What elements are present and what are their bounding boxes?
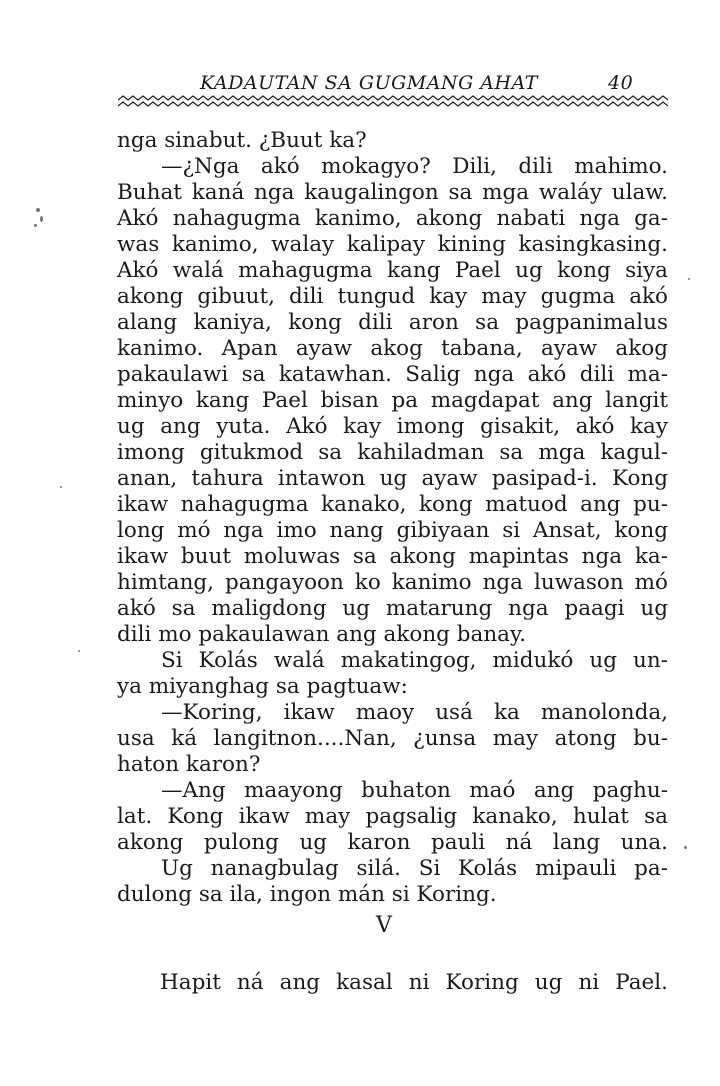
text-line: dili mo pakaulawan ang akong banay. bbox=[117, 622, 527, 647]
body-text bbox=[117, 128, 668, 908]
text-line: usa ká langitnon....Nan, ¿unsa may atong bu- bbox=[117, 726, 668, 751]
text-line: anan, tahura intawon ug ayaw pasipad-i. Kong bbox=[117, 466, 668, 491]
page-number: 40 bbox=[608, 72, 634, 94]
zigzag-ornament-rule bbox=[118, 94, 668, 108]
text-line: akong pulong ug karon pauli ná lang una. bbox=[117, 830, 668, 855]
scan-speck bbox=[60, 486, 62, 488]
text-line: ya miyanghag sa pagtuaw: bbox=[117, 674, 408, 699]
text-line: Si Kolás walá makatingog, midukó ug un- bbox=[161, 648, 668, 673]
scan-speck bbox=[78, 650, 80, 652]
scan-speck bbox=[36, 208, 40, 212]
text-line: ikaw nahagugma kanako, kong matuod ang pu- bbox=[117, 492, 668, 517]
text-line: was kanimo, walay kalipay kining kasingkasing. bbox=[117, 232, 668, 257]
text-line: imong gitukmod sa kahiladman sa mga kagul- bbox=[117, 440, 668, 465]
section-heading: V bbox=[376, 913, 392, 938]
text-line: dulong sa ila, ingon mán si Koring. bbox=[117, 882, 497, 907]
text-line: —Ang maayong buhaton maó ang paghu- bbox=[161, 778, 668, 803]
running-title: KADAUTAN SA GUGMANG AHAT bbox=[200, 72, 538, 94]
scan-speck bbox=[688, 278, 690, 280]
text-line: Buhat kaná nga kaugalingon sa mga waláy ulaw. bbox=[117, 180, 668, 205]
text-line: lat. Kong ikaw may pagsalig kanako, hulat sa bbox=[117, 804, 668, 829]
section-first-line-block bbox=[160, 970, 668, 996]
text-line: kanimo. Apan ayaw akog tabana, ayaw akog bbox=[117, 336, 668, 361]
scan-speck bbox=[684, 846, 687, 849]
text-line: akong gibuut, dili tungud kay may gugma akó bbox=[117, 284, 668, 309]
text-line: nga sinabut. ¿Buut ka? bbox=[117, 128, 367, 153]
text-line: ug ang yuta. Akó kay imong gisakit, akó kay bbox=[117, 414, 668, 439]
text-line: ikaw buut moluwas sa akong mapintas nga ka- bbox=[117, 544, 668, 569]
text-line: haton karon? bbox=[117, 752, 261, 777]
text-line: himtang, pangayoon ko kanimo nga luwason mó bbox=[117, 570, 668, 595]
text-line: minyo kang Pael bisan pa magdapat ang langit bbox=[117, 388, 668, 413]
text-line: Hapit ná ang kasal ni Koring ug ni Pael. bbox=[160, 970, 668, 995]
text-line: —¿Nga akó mokagyo? Dili, dili mahimo. bbox=[161, 154, 668, 179]
text-line: Ug nanagbulag silá. Si Kolás mipauli pa- bbox=[161, 856, 668, 881]
text-line: long mó nga imo nang gibiyaan si Ansat, kong bbox=[117, 518, 668, 543]
running-head bbox=[200, 72, 634, 94]
text-line: —Koring, ikaw maoy usá ka manolonda, bbox=[161, 700, 668, 725]
scan-speck bbox=[40, 216, 43, 222]
scan-speck bbox=[34, 224, 37, 227]
text-line: Akó walá mahagugma kang Pael ug kong siya bbox=[117, 258, 668, 283]
text-line: akó sa maligdong ug matarung nga paagi ug bbox=[117, 596, 668, 621]
text-line: Akó nahagugma kanimo, akong nabati nga ga- bbox=[117, 206, 668, 231]
text-line: pakaulawi sa katawhan. Salig nga akó dili ma- bbox=[117, 362, 668, 387]
text-line: alang kaniya, kong dili aron sa pagpanimalus bbox=[117, 310, 668, 335]
